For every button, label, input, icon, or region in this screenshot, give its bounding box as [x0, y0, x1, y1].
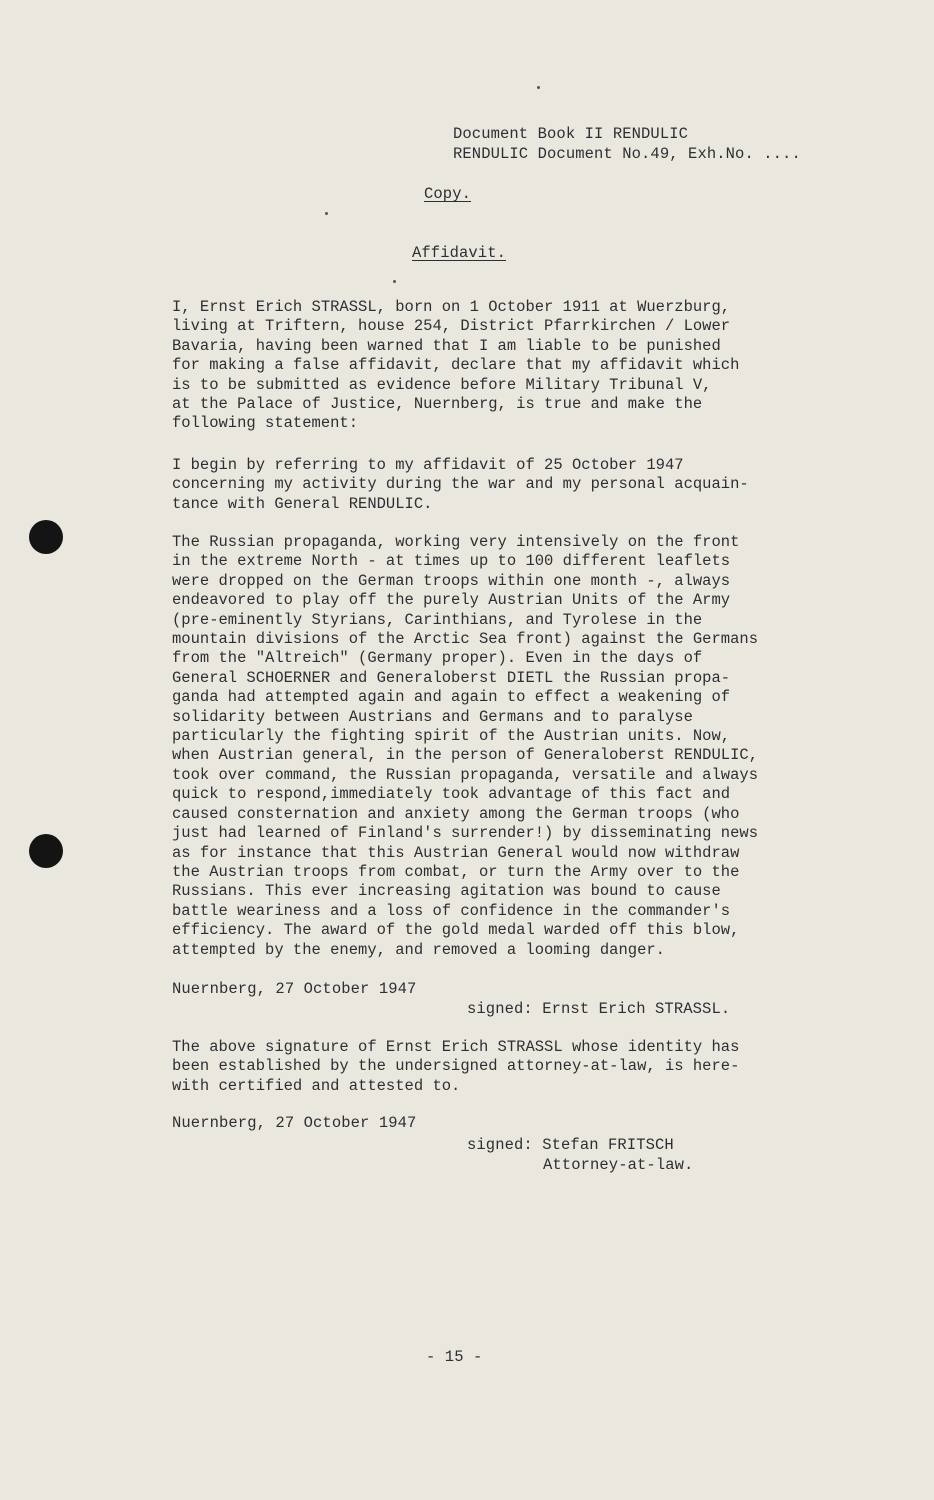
speck-mark [393, 280, 396, 283]
speck-mark [537, 86, 540, 89]
signature2-signed: signed: Stefan FRITSCH [467, 1136, 674, 1154]
signature1-place-date: Nuernberg, 27 October 1947 [172, 980, 417, 998]
punch-hole-bottom [29, 834, 63, 868]
copy-label: Copy. [424, 185, 472, 203]
header-book-line: Document Book II RENDULIC [453, 125, 689, 143]
signature1-signed: signed: Ernst Erich STRASSL. [467, 1000, 731, 1018]
body-paragraph: The Russian propaganda, working very intensively on the front in the extreme North - at times up to 100 different leaflets were dropped on the German troops within one month -, always endeavored to play off the purely Austrian Units of the Army (pre-eminently Styrians, Carinthians, and Tyrolese in the mountain divisions of the Arctic Sea front) against the Germans from the "Altreich" (Germany proper). Even in the days of General SCHOERNER and Generaloberst DIETL the Russian propa- ganda had attempted again and again to effect a weakening of solidarity between Austrians and Germans and to paralyse particularly the fighting spirit of the Austrian units. Now, when Austrian general, in the person of Generaloberst RENDULIC, took over command, the Russian propaganda, versatile and always quick to respond,immediately took advantage of this fact and caused consternation and anxiety among the German troops (who just had learned of Finland's surrender!) by disseminating news as for instance that this Austrian General would now withdraw the Austrian troops from combat, or turn the Army over to the Russians. This ever increasing agitation was bound to cause battle weariness and a loss of confidence in the commander's efficiency. The award of the gold medal warded off this blow, attempted by the enemy, and removed a looming danger. [172, 533, 758, 959]
signature2-place-date: Nuernberg, 27 October 1947 [172, 1114, 417, 1132]
header-document-line: RENDULIC Document No.49, Exh.No. .... [453, 145, 801, 163]
reference-paragraph: I begin by referring to my affidavit of 25 October 1947 concerning my activity during the war and my personal acquain- tance with General RENDULIC. [172, 456, 749, 513]
intro-paragraph: I, Ernst Erich STRASSL, born on 1 October 1911 at Wuerzburg, living at Triftern, house 254, District Pfarrkirchen / Lower Bavaria, having been warned that I am liable to be punished for making a false affidavit, declare that my affidavit which is to be submitted as evidence before Military Tribunal V, at the Palace of Justice, Nuernberg, is true and make the following statement: [172, 298, 740, 433]
punch-hole-top [29, 520, 63, 554]
signature2-title: Attorney-at-law. [543, 1156, 694, 1174]
certification-paragraph: The above signature of Ernst Erich STRASSL whose identity has been established by the undersigned attorney-at-law, is here- with certified and attested to. [172, 1038, 740, 1095]
document-title: Affidavit. [412, 244, 507, 262]
page-number: - 15 - [426, 1348, 483, 1366]
speck-mark [325, 212, 328, 215]
